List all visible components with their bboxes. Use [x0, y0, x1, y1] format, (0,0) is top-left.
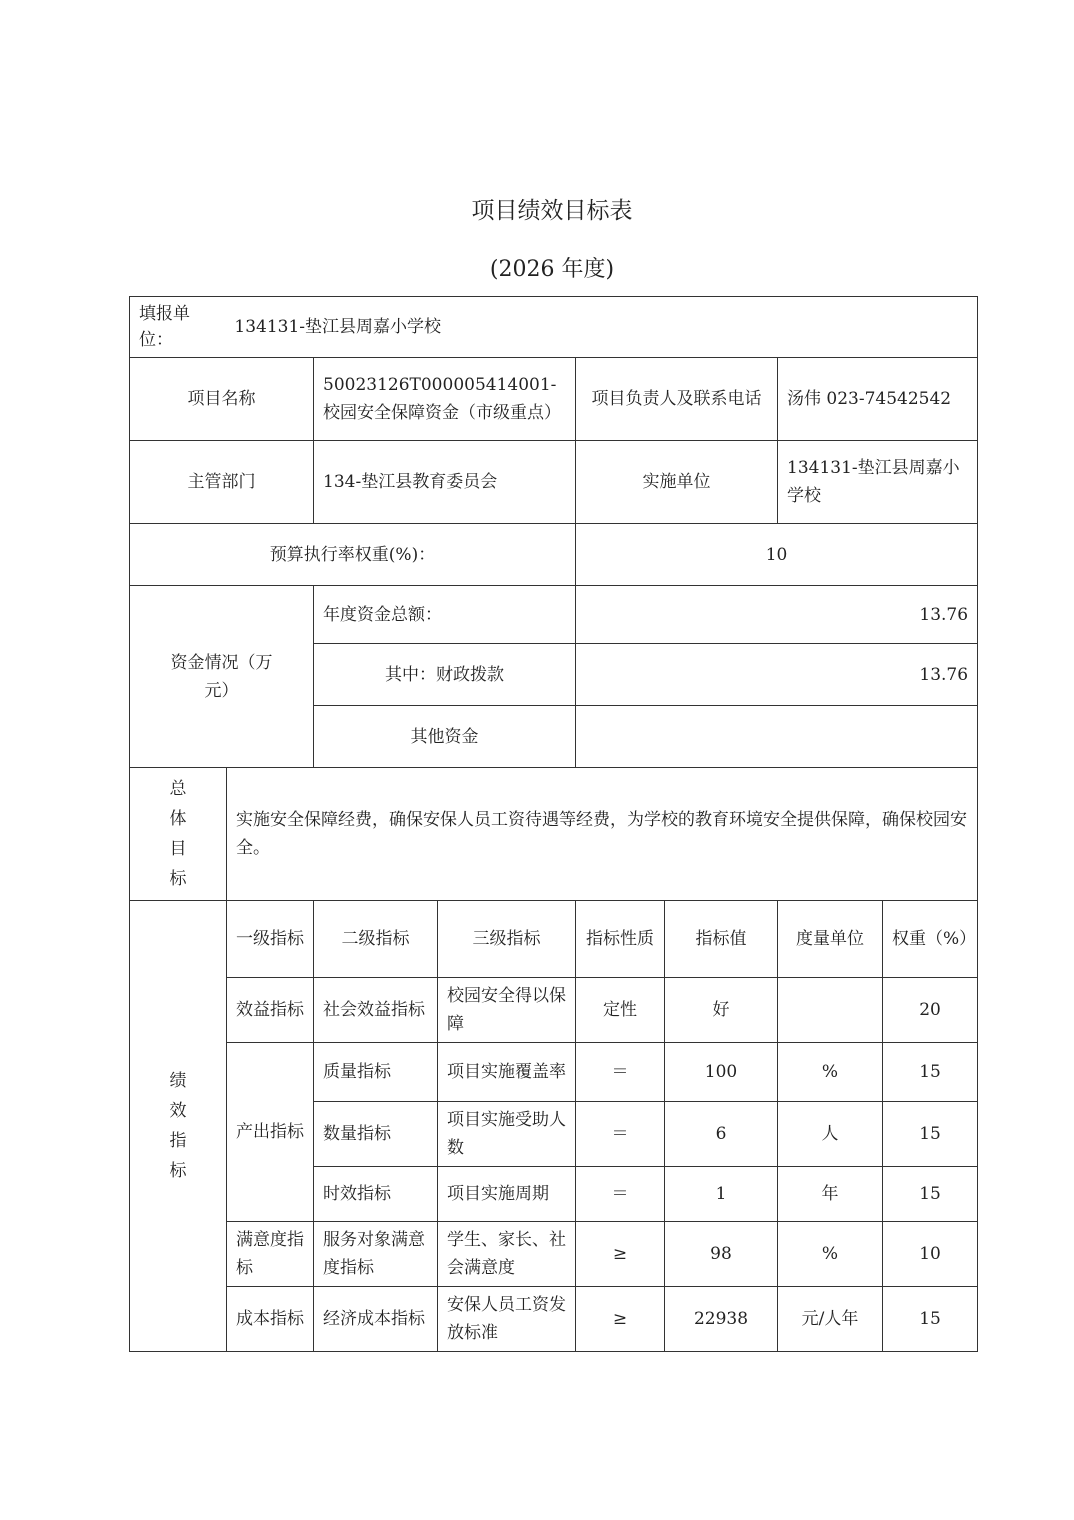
overall-goal-text: 实施安全保障经费，确保安保人员工资待遇等经费，为学校的教育环境安全提供保障，确保校园安全。 — [227, 768, 978, 901]
header-level1: 一级指标 — [227, 901, 314, 978]
row-level3: 校园安全得以保障 — [438, 978, 576, 1043]
implementing-unit-value: 134131-垫江县周嘉小学校 — [778, 441, 978, 524]
table-row — [130, 1043, 978, 1102]
table-row — [130, 1287, 978, 1352]
row-level3: 项目实施覆盖率 — [438, 1043, 576, 1102]
reporting-unit-row — [130, 297, 978, 358]
row-nature: 定性 — [576, 978, 665, 1043]
row-weight: 15 — [883, 1167, 978, 1222]
header-value: 指标值 — [665, 901, 778, 978]
row-level3: 安保人员工资发放标准 — [438, 1287, 576, 1352]
row-value: 6 — [665, 1102, 778, 1167]
row-value: 1 — [665, 1167, 778, 1222]
row-unit: 年 — [778, 1167, 883, 1222]
table-row — [130, 1222, 978, 1287]
reporting-unit-label: 填报单位： — [139, 304, 190, 350]
row-level2: 数量指标 — [314, 1102, 438, 1167]
funds-total-value: 13.76 — [576, 586, 978, 644]
budget-weight-label: 预算执行率权重(%)： — [130, 524, 576, 586]
project-name-value: 50023126T000005414001-校园安全保障资金（市级重点） — [314, 358, 576, 441]
row-level2: 质量指标 — [314, 1043, 438, 1102]
budget-weight-value: 10 — [576, 524, 978, 586]
row-level2: 服务对象满意度指标 — [314, 1222, 438, 1287]
row-weight: 15 — [883, 1287, 978, 1352]
header-level3: 三级指标 — [438, 901, 576, 978]
funds-fiscal-label: 其中：财政拨款 — [314, 644, 576, 706]
row-value: 100 — [665, 1043, 778, 1102]
row-nature: ＝ — [576, 1043, 665, 1102]
project-leader-label: 项目负责人及联系电话 — [576, 358, 778, 441]
row-nature: ＝ — [576, 1102, 665, 1167]
funds-label: 资金情况（万元） — [130, 586, 314, 768]
row-weight: 15 — [883, 1102, 978, 1167]
row-level1: 产出指标 — [227, 1043, 314, 1222]
row-unit: 人 — [778, 1102, 883, 1167]
row-level1: 效益指标 — [227, 978, 314, 1043]
row-value: 好 — [665, 978, 778, 1043]
row-level3: 项目实施受助人数 — [438, 1102, 576, 1167]
row-level3: 学生、家长、社会满意度 — [438, 1222, 576, 1287]
project-name-label: 项目名称 — [130, 358, 314, 441]
funds-fiscal-value: 13.76 — [576, 644, 978, 706]
row-nature: ＝ — [576, 1167, 665, 1222]
overall-goal-label: 总体目标 — [130, 768, 227, 901]
project-leader-value: 汤伟 023-74542542 — [778, 358, 978, 441]
row-level2: 时效指标 — [314, 1167, 438, 1222]
reporting-unit-value: 134131-垫江县周嘉小学校 — [234, 317, 442, 337]
row-level1: 满意度指标 — [227, 1222, 314, 1287]
header-level2: 二级指标 — [314, 901, 438, 978]
department-label: 主管部门 — [130, 441, 314, 524]
row-level3: 项目实施周期 — [438, 1167, 576, 1222]
row-weight: 10 — [883, 1222, 978, 1287]
document-title: 项目绩效目标表 — [471, 198, 633, 224]
row-level2: 社会效益指标 — [314, 978, 438, 1043]
row-weight: 15 — [883, 1043, 978, 1102]
row-value: 98 — [665, 1222, 778, 1287]
row-nature: ≥ — [576, 1222, 665, 1287]
document-subtitle: (2026 年度) — [489, 257, 615, 282]
funds-other-label: 其他资金 — [314, 706, 576, 768]
row-unit: % — [778, 1222, 883, 1287]
header-weight: 权重（%） — [883, 901, 978, 978]
row-nature: ≥ — [576, 1287, 665, 1352]
table-row — [130, 978, 978, 1043]
row-value: 22938 — [665, 1287, 778, 1352]
row-unit — [778, 978, 883, 1043]
row-level2: 经济成本指标 — [314, 1287, 438, 1352]
row-unit: 元/人年 — [778, 1287, 883, 1352]
funds-total-label: 年度资金总额： — [314, 586, 576, 644]
funds-other-value — [576, 706, 978, 768]
row-level1: 成本指标 — [227, 1287, 314, 1352]
header-unit: 度量单位 — [778, 901, 883, 978]
header-nature: 指标性质 — [576, 901, 665, 978]
performance-goal-table — [129, 296, 978, 1352]
row-weight: 20 — [883, 978, 978, 1043]
indicators-label: 绩效指标 — [130, 901, 227, 1352]
implementing-unit-label: 实施单位 — [576, 441, 778, 524]
row-unit: % — [778, 1043, 883, 1102]
department-value: 134-垫江县教育委员会 — [314, 441, 576, 524]
